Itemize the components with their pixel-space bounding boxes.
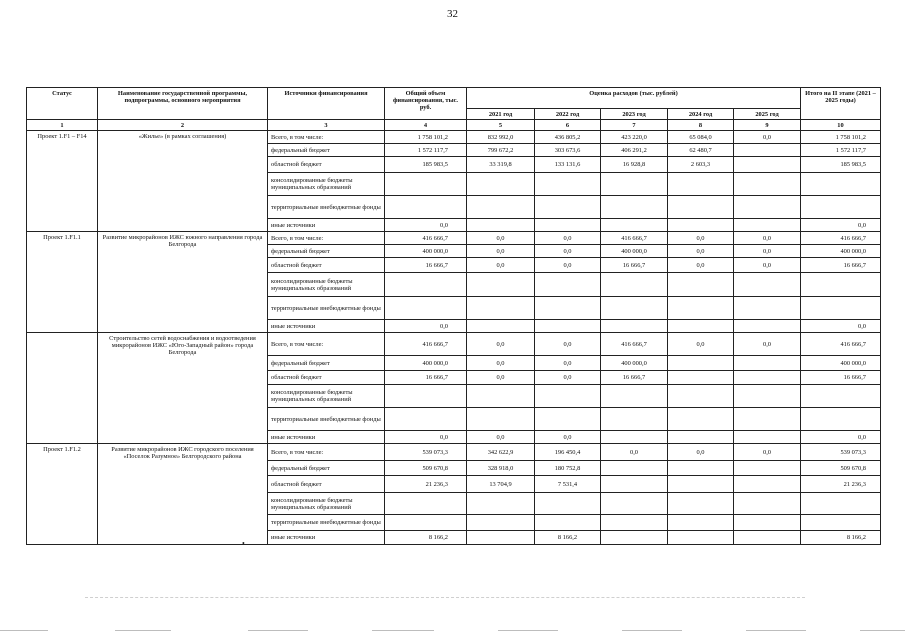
year-amount-cell: 328 918,0 [467,461,535,476]
year-amount-cell: 0,0 [601,444,668,461]
total-amount-cell: 416 666,7 [385,232,467,245]
funding-source-cell: территориальные внебюджетные фонды [268,515,385,531]
year-amount-cell [601,173,668,196]
year-amount-cell [601,431,668,444]
year-amount-cell: 303 673,6 [535,144,601,157]
year-amount-cell [668,356,734,371]
year-amount-cell: 416 666,7 [601,333,668,356]
year-amount-cell [467,531,535,545]
year-amount-cell: 0,0 [668,333,734,356]
year-amount-cell [668,408,734,431]
total-amount-cell [385,385,467,408]
year-amount-cell [734,476,801,493]
total-amount-cell: 16 666,7 [385,258,467,273]
year-amount-cell: 0,0 [535,258,601,273]
year-amount-cell [535,515,601,531]
year-amount-cell: 16 666,7 [601,371,668,385]
year-amount-cell [668,320,734,333]
year-amount-cell: 0,0 [467,431,535,444]
year-amount-cell [601,408,668,431]
header-estimate: Оценка расходов (тыс. рублей) [467,88,801,109]
year-amount-cell [601,297,668,320]
stage-total-cell [801,408,881,431]
year-amount-cell [734,320,801,333]
table-row [27,131,881,144]
year-amount-cell [467,385,535,408]
total-amount-cell [385,173,467,196]
stage-total-cell: 185 983,5 [801,157,881,173]
year-amount-cell: 0,0 [467,232,535,245]
year-amount-cell: 0,0 [467,258,535,273]
col-number: 3 [268,120,385,131]
year-amount-cell [601,219,668,232]
total-amount-cell: 416 666,7 [385,333,467,356]
funding-source-cell: областной бюджет [268,258,385,273]
stage-total-cell: 416 666,7 [801,333,881,356]
year-amount-cell: 0,0 [734,258,801,273]
year-amount-cell [734,173,801,196]
year-amount-cell [467,273,535,297]
status-cell: Проект 1.F1.2 [27,444,98,545]
year-amount-cell: 342 622,9 [467,444,535,461]
year-amount-cell: 65 084,0 [668,131,734,144]
funding-source-cell: Всего, в том числе: [268,232,385,245]
year-amount-cell [601,493,668,515]
financing-table [26,87,881,545]
year-amount-cell [535,320,601,333]
funding-source-cell: консолидированные бюджеты муниципальных образований [268,173,385,196]
funding-source-cell: территориальные внебюджетные фонды [268,408,385,431]
year-amount-cell [734,408,801,431]
year-amount-cell [467,297,535,320]
stage-total-cell: 0,0 [801,431,881,444]
year-amount-cell: 2 603,3 [668,157,734,173]
funding-source-cell: иные источники [268,320,385,333]
total-amount-cell [385,273,467,297]
year-amount-cell: 0,0 [535,371,601,385]
total-amount-cell: 8 166,2 [385,531,467,545]
stage-total-cell [801,173,881,196]
year-amount-cell [668,371,734,385]
total-amount-cell: 0,0 [385,320,467,333]
program-name-cell: «Жилье» (в рамках соглашения) [98,131,268,232]
year-amount-cell: 7 531,4 [535,476,601,493]
year-amount-cell [601,531,668,545]
funding-source-cell: федеральный бюджет [268,461,385,476]
total-amount-cell [385,408,467,431]
year-amount-cell [535,196,601,219]
funding-source-cell: территориальные внебюджетные фонды [268,196,385,219]
stage-total-cell: 400 000,0 [801,245,881,258]
header-year: 2024 год [668,109,734,120]
funding-source-cell: иные источники [268,219,385,232]
funding-source-cell: областной бюджет [268,157,385,173]
year-amount-cell: 133 131,6 [535,157,601,173]
col-number: 7 [601,120,668,131]
total-amount-cell: 0,0 [385,219,467,232]
year-amount-cell [467,515,535,531]
funding-source-cell: консолидированные бюджеты муниципальных образований [268,385,385,408]
year-amount-cell [535,297,601,320]
year-amount-cell [467,196,535,219]
year-amount-cell [734,273,801,297]
year-amount-cell: 0,0 [467,333,535,356]
year-amount-cell [535,219,601,232]
total-amount-cell [385,297,467,320]
year-amount-cell: 8 166,2 [535,531,601,545]
col-number: 1 [27,120,98,131]
year-amount-cell [668,297,734,320]
total-amount-cell: 1 758 101,2 [385,131,467,144]
header-total: Общий объем финансирования, тыс. руб. [385,88,467,120]
stage-total-cell: 8 166,2 [801,531,881,545]
year-amount-cell: 0,0 [734,232,801,245]
year-amount-cell [668,515,734,531]
year-amount-cell [734,219,801,232]
total-amount-cell: 16 666,7 [385,371,467,385]
stage-total-cell: 0,0 [801,219,881,232]
year-amount-cell [601,385,668,408]
funding-source-cell: иные источники [268,431,385,444]
year-amount-cell: 423 220,0 [601,131,668,144]
year-amount-cell [467,408,535,431]
stage-total-cell [801,515,881,531]
stage-total-cell [801,493,881,515]
year-amount-cell: 0,0 [734,333,801,356]
year-amount-cell [535,385,601,408]
year-amount-cell [734,371,801,385]
year-amount-cell [734,531,801,545]
header-year: 2022 год [535,109,601,120]
year-amount-cell [668,531,734,545]
header-year: 2021 год [467,109,535,120]
stage-total-cell: 0,0 [801,320,881,333]
year-amount-cell [668,173,734,196]
year-amount-cell: 832 992,0 [467,131,535,144]
total-amount-cell: 400 000,0 [385,245,467,258]
funding-source-cell: Всего, в том числе: [268,444,385,461]
year-amount-cell: 16 666,7 [601,258,668,273]
year-amount-cell: 0,0 [668,232,734,245]
year-amount-cell: 0,0 [535,245,601,258]
funding-source-cell: областной бюджет [268,371,385,385]
funding-source-cell: консолидированные бюджеты муниципальных образований [268,273,385,297]
year-amount-cell [535,273,601,297]
year-amount-cell [734,431,801,444]
year-amount-cell: 406 291,2 [601,144,668,157]
stage-total-cell: 400 000,0 [801,356,881,371]
year-amount-cell [601,273,668,297]
total-amount-cell: 509 670,8 [385,461,467,476]
stage-total-cell [801,273,881,297]
col-number: 8 [668,120,734,131]
program-name-cell: Развитие микрорайонов ИЖС южного направления города Белгорода [98,232,268,333]
year-amount-cell: 0,0 [668,258,734,273]
header-year: 2025 год [734,109,801,120]
funding-source-cell: Всего, в том числе: [268,333,385,356]
year-amount-cell [535,493,601,515]
year-amount-cell [734,385,801,408]
year-amount-cell [668,196,734,219]
status-cell: Проект 1.F1.1 [27,232,98,333]
year-amount-cell [668,431,734,444]
stage-total-cell [801,196,881,219]
year-amount-cell [734,493,801,515]
col-number: 9 [734,120,801,131]
bottom-rule [85,597,805,598]
stage-total-cell: 1 572 117,7 [801,144,881,157]
year-amount-cell [668,219,734,232]
column-number-row [27,120,881,131]
total-amount-cell: 400 000,0 [385,356,467,371]
year-amount-cell: 16 928,8 [601,157,668,173]
funding-source-cell: федеральный бюджет [268,356,385,371]
year-amount-cell: 0,0 [734,444,801,461]
stage-total-cell [801,297,881,320]
year-amount-cell [734,196,801,219]
year-amount-cell: 0,0 [467,245,535,258]
table-row [27,444,881,461]
year-amount-cell [734,297,801,320]
year-amount-cell [601,320,668,333]
total-amount-cell: 1 572 117,7 [385,144,467,157]
col-number: 4 [385,120,467,131]
year-amount-cell: 0,0 [668,444,734,461]
status-cell: Проект 1.F1 – F14 [27,131,98,232]
year-amount-cell [734,144,801,157]
header-stage: Итого на II этапе (2021 – 2025 годы) [801,88,881,120]
table-row [27,232,881,245]
total-amount-cell: 21 236,3 [385,476,467,493]
funding-source-cell: консолидированные бюджеты муниципальных образований [268,493,385,515]
year-amount-cell: 400 000,0 [601,245,668,258]
program-name-cell: Развитие микрорайонов ИЖС городского поселения «Поселок Разумное» Белгородского района [98,444,268,545]
total-amount-cell [385,493,467,515]
table-body [27,131,881,545]
year-amount-cell: 0,0 [734,131,801,144]
year-amount-cell [668,493,734,515]
year-amount-cell: 0,0 [535,333,601,356]
year-amount-cell [535,173,601,196]
stage-total-cell: 21 236,3 [801,476,881,493]
year-amount-cell: 400 000,0 [601,356,668,371]
year-amount-cell [734,515,801,531]
year-amount-cell [734,157,801,173]
table-row [27,333,881,356]
funding-source-cell: Всего, в том числе: [268,131,385,144]
year-amount-cell: 0,0 [734,245,801,258]
stage-total-cell: 1 758 101,2 [801,131,881,144]
header-status: Статус [27,88,98,120]
year-amount-cell [601,461,668,476]
year-amount-cell [601,476,668,493]
year-amount-cell: 799 672,2 [467,144,535,157]
total-amount-cell: 185 983,5 [385,157,467,173]
col-number: 2 [98,120,268,131]
col-number: 5 [467,120,535,131]
scan-mark: • [242,539,245,548]
year-amount-cell: 13 704,9 [467,476,535,493]
stage-total-cell: 509 670,8 [801,461,881,476]
year-amount-cell: 0,0 [535,232,601,245]
year-amount-cell: 0,0 [467,356,535,371]
year-amount-cell [467,173,535,196]
program-name-cell: Строительство сетей водоснабжения и водоотведения микрорайонов ИЖС «Юго-Западный район» города Белгорода [98,333,268,444]
year-amount-cell [668,476,734,493]
funding-source-cell: федеральный бюджет [268,144,385,157]
total-amount-cell: 539 073,3 [385,444,467,461]
stage-total-cell: 16 666,7 [801,258,881,273]
year-amount-cell: 0,0 [535,356,601,371]
year-amount-cell [668,273,734,297]
year-amount-cell [601,515,668,531]
header-source: Источники финансирования [268,88,385,120]
year-amount-cell [467,493,535,515]
year-amount-cell: 0,0 [535,431,601,444]
year-amount-cell: 0,0 [467,371,535,385]
year-amount-cell [668,461,734,476]
year-amount-cell: 62 480,7 [668,144,734,157]
header-year: 2023 год [601,109,668,120]
year-amount-cell [467,320,535,333]
stage-total-cell: 539 073,3 [801,444,881,461]
year-amount-cell [601,196,668,219]
year-amount-cell [668,385,734,408]
funding-source-cell: территориальные внебюджетные фонды [268,297,385,320]
year-amount-cell [734,356,801,371]
funding-source-cell: федеральный бюджет [268,245,385,258]
total-amount-cell: 0,0 [385,431,467,444]
stage-total-cell: 16 666,7 [801,371,881,385]
year-amount-cell [734,461,801,476]
year-amount-cell: 436 805,2 [535,131,601,144]
header-name: Наименование государственной программы, подпрограммы, основного мероприятия [98,88,268,120]
year-amount-cell: 416 666,7 [601,232,668,245]
year-amount-cell [535,408,601,431]
page-number: 32 [447,8,458,20]
col-number: 6 [535,120,601,131]
status-cell [27,333,98,444]
year-amount-cell: 180 752,8 [535,461,601,476]
funding-source-cell: иные источники [268,531,385,545]
col-number: 10 [801,120,881,131]
stage-total-cell: 416 666,7 [801,232,881,245]
stage-total-cell [801,385,881,408]
footer-lines [0,630,905,636]
total-amount-cell [385,196,467,219]
year-amount-cell: 33 319,8 [467,157,535,173]
total-amount-cell [385,515,467,531]
year-amount-cell: 0,0 [668,245,734,258]
year-amount-cell: 196 450,4 [535,444,601,461]
year-amount-cell [467,219,535,232]
funding-source-cell: областной бюджет [268,476,385,493]
